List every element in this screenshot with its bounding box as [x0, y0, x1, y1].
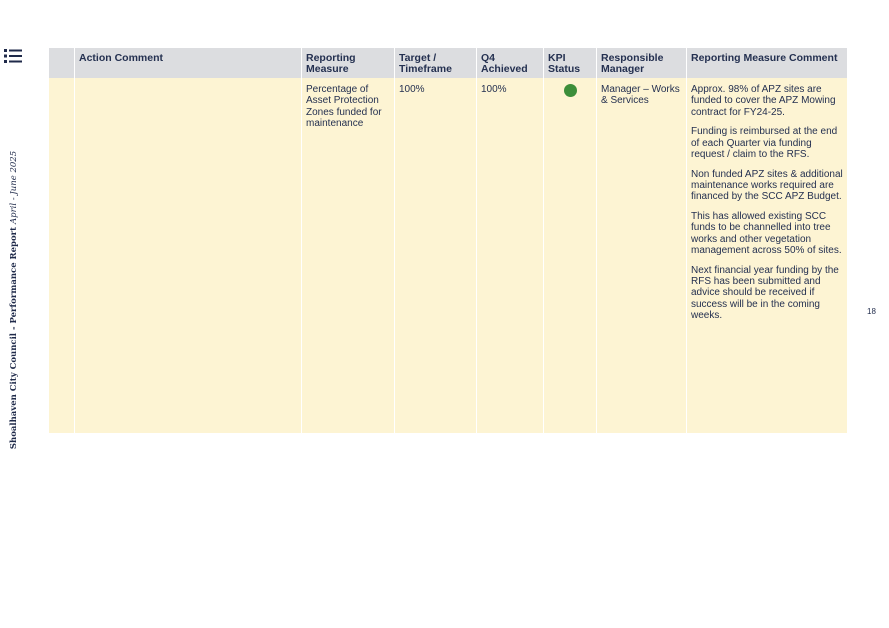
comment-paragraph: Funding is reimbursed at the end of each Quarter via funding request / claim to the RFS. [691, 126, 838, 160]
cell-q4-achieved: 100% [481, 84, 507, 95]
side-document-title [9, 151, 19, 449]
comment-paragraph: Next financial year funding by the RFS has been submitted and advice should be received if success will be in the coming weeks. [691, 264, 839, 322]
comment-paragraph: Non funded APZ sites & additional maintenance works required are financed by the SCC APZ Budget. [691, 168, 843, 203]
list-icon[interactable] [4, 48, 22, 64]
column-divider [544, 48, 597, 433]
kpi-status-indicator [564, 84, 577, 97]
cell-reporting-measure-comment [691, 84, 845, 330]
header-q4-achieved: Q4 Achieved [481, 52, 528, 75]
header-target-timeframe: Target / Timeframe [399, 52, 452, 75]
header-reporting-measure: Reporting Measure [306, 52, 356, 75]
performance-table [49, 48, 847, 433]
column-divider [395, 48, 477, 433]
cell-responsible-manager: Manager – Works & Services [601, 84, 680, 107]
cell-reporting-measure: Percentage of Asset Protection Zones funded for maintenance [306, 84, 382, 129]
side-title-main: Shoalhaven City Council - Performance Report [9, 226, 19, 450]
cell-target-timeframe: 100% [399, 84, 425, 95]
column-divider [49, 48, 75, 433]
page-number: 18 [867, 307, 876, 316]
column-divider [75, 48, 302, 433]
comment-paragraph: This has allowed existing SCC funds to be channelled into tree works and other vegetation management across 50% of sites. [691, 211, 842, 257]
header-reporting-measure-comment: Reporting Measure Comment [691, 52, 838, 64]
side-title-period: April - June 2025 [9, 150, 19, 224]
header-responsible-manager: Responsible Manager [601, 52, 664, 75]
header-action-comment: Action Comment [79, 52, 163, 64]
column-divider [477, 48, 544, 433]
comment-paragraph: Approx. 98% of APZ sites are funded to cover the APZ Mowing contract for FY24-25. [691, 84, 836, 118]
header-kpi-status: KPI Status [548, 52, 581, 75]
left-margin [0, 0, 26, 450]
